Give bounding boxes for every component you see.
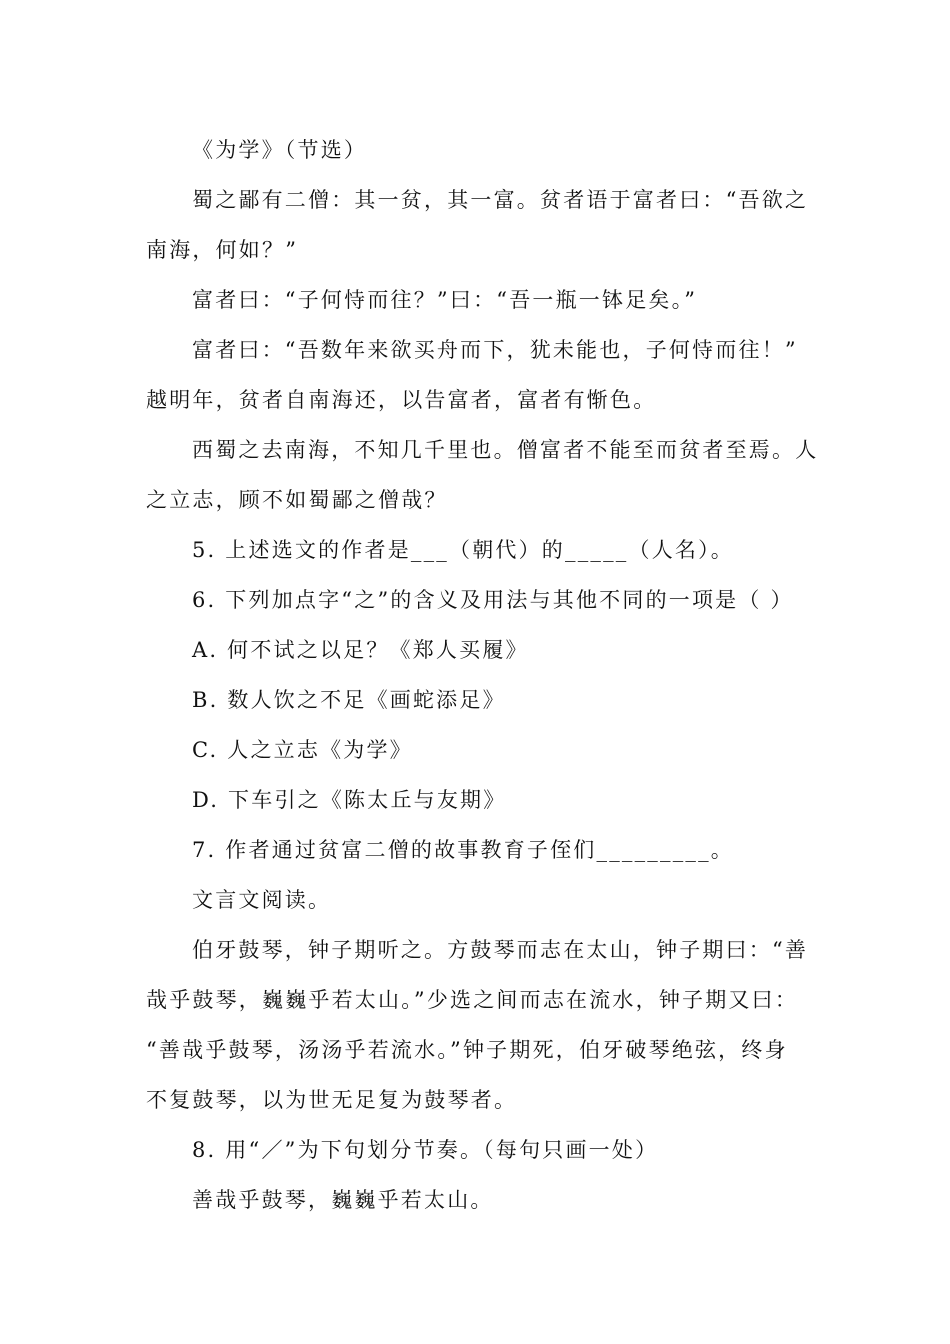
paragraph-text: 伯牙鼓琴，钟子期听之。方鼓琴而志在太山，钟子期曰：“善 — [192, 938, 809, 962]
paragraph-text: 南海，何如？” — [146, 238, 299, 262]
passage1-paragraph4-line1 — [0, 430, 950, 470]
question-8 — [0, 1130, 950, 1170]
passage1-paragraph1-line2 — [0, 230, 950, 270]
passage1-paragraph4-line2 — [0, 480, 950, 520]
question-text: 7. 作者通过贫富二僧的故事教育子侄们_________。 — [192, 838, 735, 862]
paragraph-text: 富者曰：“子何恃而往？”曰：“吾一瓶一钵足矣。” — [192, 288, 698, 312]
paragraph-text: “善哉乎鼓琴，汤汤乎若流水。”钟子期死，伯牙破琴绝弦，终身 — [146, 1038, 788, 1062]
paragraph-text: 之立志，顾不如蜀鄙之僧哉？ — [146, 488, 448, 512]
question-8-sentence — [0, 1180, 950, 1220]
option-b — [0, 680, 950, 720]
section-heading-text: 文言文阅读。 — [192, 888, 332, 912]
passage1-paragraph2-line1 — [0, 280, 950, 320]
passage2-line1 — [0, 930, 950, 970]
option-text: B. 数人饮之不足《画蛇添足》 — [192, 688, 506, 712]
question-text: 5. 上述选文的作者是___（朝代）的_____（人名）。 — [192, 538, 735, 562]
question-text: 6. 下列加点字“之”的含义及用法与其他不同的一项是（ ） — [192, 588, 794, 612]
section-heading — [0, 880, 950, 920]
question-6 — [0, 580, 950, 620]
paragraph-text: 越明年，贫者自南海还，以告富者，富者有惭色。 — [146, 388, 657, 412]
option-text: D. 下车引之《陈太丘与友期》 — [192, 788, 507, 812]
paragraph-text: 蜀之鄙有二僧：其一贫，其一富。贫者语于富者曰：“吾欲之 — [192, 188, 809, 212]
option-a — [0, 630, 950, 670]
passage2-line2 — [0, 980, 950, 1020]
passage-title-line — [0, 130, 950, 170]
paragraph-text: 哉乎鼓琴，巍巍乎若太山。”少选之间而志在流水，钟子期又曰： — [146, 988, 799, 1012]
question-5 — [0, 530, 950, 570]
passage2-line3 — [0, 1030, 950, 1070]
option-c — [0, 730, 950, 770]
paragraph-text: 不复鼓琴，以为世无足复为鼓琴者。 — [146, 1088, 518, 1112]
question-text: 8. 用“／”为下句划分节奏。（每句只画一处） — [192, 1138, 659, 1162]
passage1-paragraph3-line1 — [0, 330, 950, 370]
sentence-text: 善哉乎鼓琴，巍巍乎若太山。 — [192, 1188, 494, 1212]
option-d — [0, 780, 950, 820]
passage1-paragraph1-line1 — [0, 180, 950, 220]
paragraph-text: 西蜀之去南海，不知几千里也。僧富者不能至而贫者至焉。人 — [192, 438, 819, 462]
option-text: A. 何不试之以足？《郑人买履》 — [192, 638, 529, 662]
option-text: C. 人之立志《为学》 — [192, 738, 413, 762]
passage-title: 《为学》（节选） — [192, 138, 368, 162]
question-7 — [0, 830, 950, 870]
passage1-paragraph3-line2 — [0, 380, 950, 420]
paragraph-text: 富者曰：“吾数年来欲买舟而下，犹未能也，子何恃而往！” — [192, 338, 798, 362]
passage2-line4 — [0, 1080, 950, 1120]
